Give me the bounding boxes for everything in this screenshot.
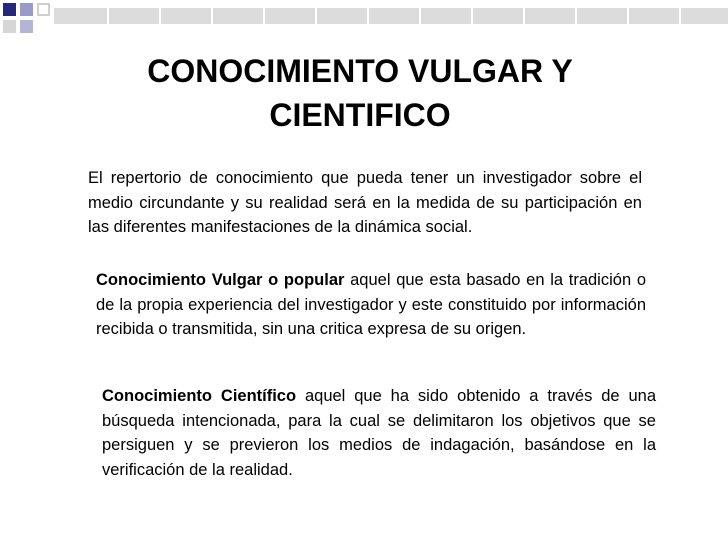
- slide-title: CONOCIMIENTO VULGAR Y CIENTIFICO: [147, 53, 573, 133]
- square-light-outline: [38, 4, 49, 15]
- intro-paragraph: El repertorio de conocimiento que pueda tener un investigador sobre el medio circundante y su realidad será en la medida de su participación en las diferentes manifestaciones de la dinámica social.: [88, 169, 642, 236]
- square-dark: [3, 3, 16, 16]
- vulgar-knowledge-paragraph: [96, 268, 646, 342]
- scientific-term: Conocimiento Científico: [102, 387, 297, 405]
- vulgar-definition: aquel que esta basado en la tradición o de la propia experiencia del investigador y este constituido por información recibida o transmitida, sin una critica expresa de su origen.: [96, 271, 646, 338]
- scientific-knowledge-paragraph: [102, 384, 656, 482]
- scientific-definition: aquel que ha sido obtenido a través de una búsqueda intencionada, para la cual se delimitaron los objetivos que se persiguen y se previeron los medios de indagación, basándose en la verificación de la realidad.: [102, 387, 657, 479]
- square-mid: [20, 3, 33, 16]
- vulgar-term: Conocimiento Vulgar o popular: [96, 271, 345, 289]
- header-bar: [54, 8, 728, 24]
- square-light: [3, 20, 16, 33]
- decorative-header-squares: [0, 0, 728, 40]
- square-mid-lower: [20, 20, 33, 33]
